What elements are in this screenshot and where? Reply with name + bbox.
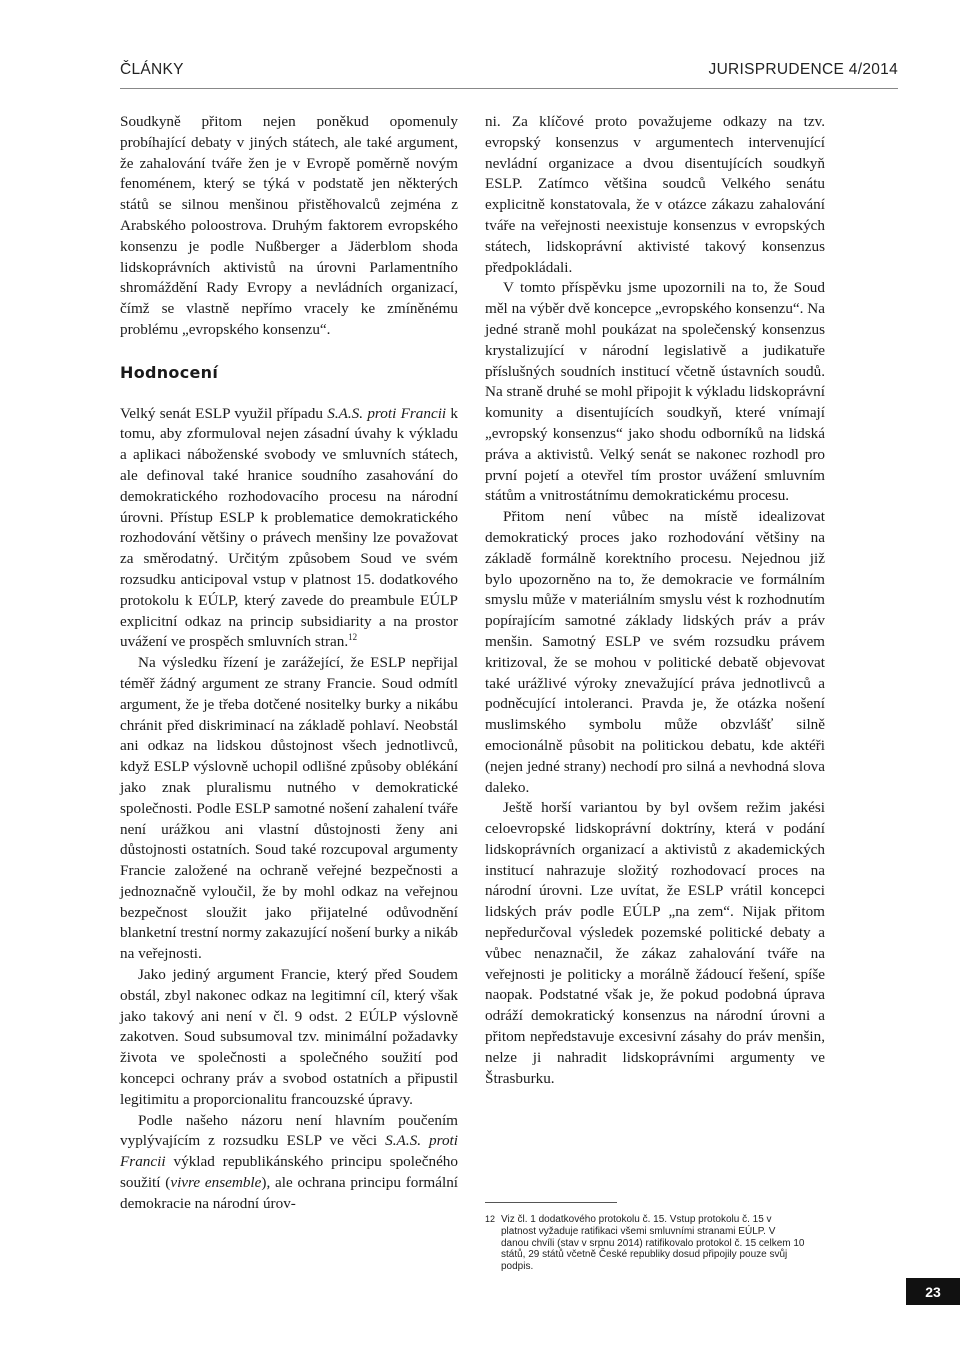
right-column — [485, 112, 825, 1089]
footnote-rule — [485, 1202, 617, 1203]
paragraph-text: k tomu, aby zformuloval nejen zásadní úvahy k výkladu a aplikaci náboženské svobody ve smluvních státech, ale definoval také hranice soudního zasahování do demokratického rozhodovacího procesu na národní úrovni. Přístup ESLP k problematice demokratického rozhodování většiny o právech menšiny lze považovat za směrodatný. Určitým způsobem Soud ve svém rozsudku anticipoval vstup v platnost 15. dodatkového protokolu k EÚLP, který zavede do preambule EÚLP explicitní odkaz na princip subsidiarity a na prostor uvážení ve prospěch smluvních stran. — [120, 404, 459, 651]
paragraph-text: Velký senát ESLP využil případu — [120, 404, 328, 422]
footnote-number: 12 — [485, 1214, 496, 1224]
footnote-ref[interactable]: 12 — [348, 632, 358, 643]
paragraph: Přitom není vůbec na místě idealizovat demokratický proces jako rozhodování většiny na základě formálně korektního procesu. Nejednou již bylo upozorněno na to, že demokracie ve formálním smyslu může v materiálním smyslu vést k rozhodnutím popírajícím samotné základy lidských práv a práv menšin. Samotný ESLP ve svém rozsudku právem kritizoval, že se mohou v politické debatě objevovat také urážlivé výroky znevažující práva jednotlivců a podněcující intoleranci. Pravda je, že otázka nošení muslimského symbolu může obzvlášť silně emocionálně působit na politickou debatu, kde aktéři (nejen jedné strany) nechodí pro silná a nevhodná slova daleko. — [485, 508, 825, 796]
journal-title: JURISPRUDENCE 4/2014 — [708, 61, 898, 78]
paragraph-text: ), ale ochrana principu formální demokracie na národní úrov- — [120, 1174, 459, 1212]
paragraph — [120, 404, 458, 654]
case-name: S.A.S. proti Francii — [120, 1132, 458, 1171]
section-heading: Hodnocení — [120, 362, 219, 382]
paragraph: V tomto příspěvku jsme upozornili na to, že Soud měl na výběr dvě koncepce „evropského konsenzu“. Na jedné straně mohl poukázat na společenský konsenzus krystalizující v národní legislativě a judikatuře příslušných soudních institucí včetně ústavních soudů. Na straně druhé se mohl připojit k výkladu lidskoprávní komunity a disentujících soudkyň, které vnímají „evropský konsenzus“ jako shodu odborníků na lidská práva a aktivistů. Velký senát se nakonec rozhodl pro první pojetí a otevřel tím prostor uvážení smluvním státům a vnitrostátnímu demokratickému procesu. — [485, 279, 825, 505]
footnote — [485, 1214, 805, 1273]
paragraph — [120, 1111, 458, 1215]
paragraph: Ještě horší variantou by byl ovšem režim jakési celoevropské lidskoprávní doktríny, která v podání lidskoprávních organizací a aktivistů z akademických institucí nahrazuje složitý rozhodovací proces na národní úrovni. Lze uvítat, že ESLP vrátil koncepci lidských práv podle EÚLP „na zem“. Nijak přitom nepředurčoval výsledek pozemské politické debaty a vůbec nenaznačil, že zákaz zahalování tváře na veřejnosti je politicky a morálně žádoucí řešení, spíše naopak. Podstatné však je, že pokud podobná úprava odráží demokratický konsenzus na národní úrovni a přitom nepředstavuje excesivní zásahy do práv menšin, nelze ji nahradit lidskoprávními argumenty ve Štrasburku. — [485, 799, 825, 1087]
page-number: 23 — [906, 1278, 960, 1305]
footnote-text: Viz čl. 1 dodatkového protokolu č. 15. Vstup protokolu č. 15 v platnost vyžaduje ratifikaci všemi smluvními stranami EÚLP. V danou chvíli (stav v srpnu 2014) ratifikovalo protokol č. 15 celkem 10 států, 29 států včetně České republiky dosud připojily pouze svůj podpis. — [501, 1214, 805, 1273]
paragraph-text: výklad republikánského principu společného soužití ( — [120, 1153, 458, 1192]
paragraph: Na výsledku řízení je zarážející, že ESLP nepřijal téměř žádný argument ze strany Francie. Soud odmítl argument, že je třeba dotčené nositelky burky a nikábu chránit před diskriminací na základě pohlaví. Neobstál ani odkaz na lidskou důstojnost všech jednotlivců, když ESLP výslovně uchopil odlišné způsoby oblékání jako znak pluralismu nutného v demokratické společnosti. Podle ESLP samotné nošení zahalení tváře není urážkou ani vlastní důstojnosti ženy ani důstojnosti ostatních. Soud také rozcupoval argumenty Francie založené na ochraně veřejné bezpečnosti a jednoznačně vyloučil, že by mohl odkaz na veřejnou bezpečnost sloužit jako přijatelné odůvodnění blanketní trestní normy zakazující nošení burky a nikáb na veřejnosti. — [120, 654, 458, 963]
left-column — [120, 112, 458, 1215]
paragraph: Jako jediný argument Francie, který před Soudem obstál, zbyl nakonec odkaz na legitimní cíl, který však jako takový ani není v čl. 9 odst. 2 EÚLP výslovně zakotven. Soud subsumoval tzv. minimální požadavky života ve společnosti a společného soužití pod koncepci ochrany práv a svobod ostatních a připustil legitimitu a proporcionalitu francouzské úpravy. — [120, 966, 458, 1108]
paragraph: ni. Za klíčové proto považujeme odkazy na tzv. evropský konsenzus v argumentech intervenující nevládní organizace a dvou disentujících soudkyň ESLP. Zatímco většina soudců Velkého senátu explicitně konstatovala, že v otázce zákazu zahalování tváře na veřejnosti neexistuje konsenzus v evropských státech, lidskoprávní aktivisté takový konsenzus předpokládali. — [485, 113, 825, 276]
foreign-term: vivre ensemble — [170, 1174, 262, 1192]
header-rule — [120, 88, 898, 89]
paragraph-text: Podle našeho názoru není hlavním poučením vyplývajícím z rozsudku ESLP ve věci — [120, 1111, 458, 1150]
section-label: ČLÁNKY — [120, 61, 184, 78]
case-name: S.A.S. proti Francii — [327, 404, 447, 422]
paragraph: Soudkyně přitom nejen poněkud opomenuly probíhající debaty v jiných státech, ale také argument, že zahalování tváře žen je v Evropě poměrně novým fenoménem, který se týká v podstatě jen některých států se silnou menšinou přistěhovalců zejména z Arabského poloostrova. Druhým faktorem evropského konsenzu je podle Nußberger a Jäderblom shoda lidskoprávních aktivistů na úrovni Parlamentního shromáždění Rady Evropy a nevládních organizací, čímž se vlastně nepřímo vracely ke zmíněnému problému „evropského konsenzu“. — [120, 113, 458, 338]
